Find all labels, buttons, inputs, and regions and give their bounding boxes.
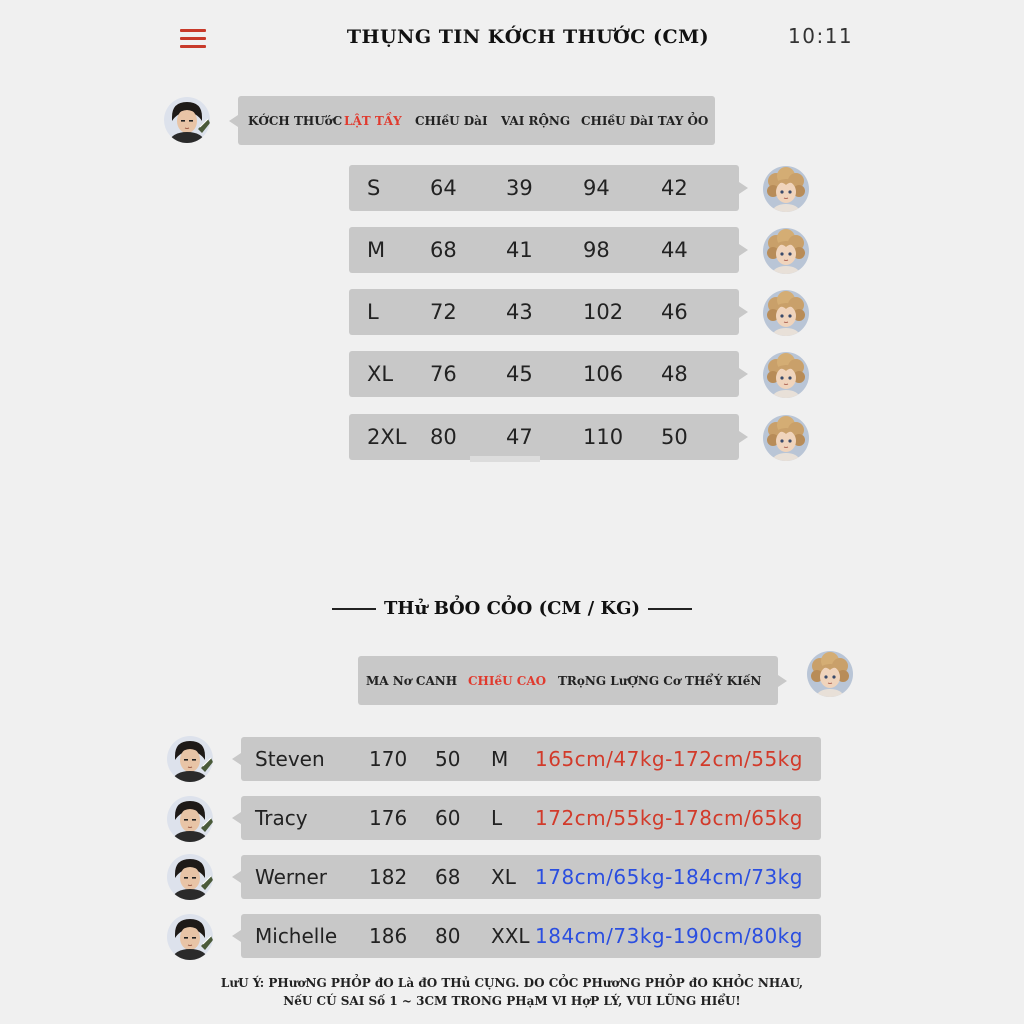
divider-smudge (470, 456, 540, 462)
status-time: 10:11 (788, 24, 854, 48)
size-label: S (367, 176, 381, 200)
height-value: 176 (369, 806, 408, 830)
sleeve-value: 44 (661, 238, 688, 262)
size-value: XL (491, 865, 516, 889)
avatar-blond (763, 166, 809, 212)
weight-value: 50 (435, 747, 461, 771)
shoulder-value: 110 (583, 425, 624, 449)
recommended-range: 172cm/55kg-178cm/65kg (535, 806, 803, 830)
size-label: L (367, 300, 379, 324)
col-opinion-header: Ý KIếN (714, 673, 762, 688)
hamburger-menu-icon[interactable] (180, 29, 206, 49)
avatar-blond (763, 352, 809, 398)
size-label: XL (367, 362, 394, 386)
avatar-blond (763, 228, 809, 274)
col-length-header: CHIềU DàI (415, 113, 488, 128)
shoulder-value: 98 (583, 238, 610, 262)
sleeve-value: 48 (661, 362, 688, 386)
laydown-value: 76 (430, 362, 457, 386)
avatar-dark-hair (167, 914, 213, 960)
col-shoulder-header: VAI RỘNG (501, 113, 571, 128)
height-value: 182 (369, 865, 408, 889)
size-row (349, 289, 739, 335)
model-name: Tracy (255, 806, 308, 830)
length-value: 41 (506, 238, 533, 262)
fit-section-title-text: THử BỎO CỎO (CM / KG) (384, 598, 640, 619)
laydown-value: 72 (430, 300, 457, 324)
length-value: 39 (506, 176, 533, 200)
shoulder-value: 94 (583, 176, 610, 200)
weight-value: 60 (435, 806, 461, 830)
col-weight-header: TRọNG LưỢNG Cơ THể (558, 673, 713, 688)
col-size-header: KỚCH THƯớC (248, 113, 343, 128)
length-value: 43 (506, 300, 533, 324)
shoulder-value: 102 (583, 300, 624, 324)
model-name: Michelle (255, 924, 338, 948)
title-rule-left (332, 608, 376, 610)
size-value: XXL (491, 924, 530, 948)
length-value: 47 (506, 425, 533, 449)
fit-row (241, 796, 821, 840)
size-row (349, 165, 739, 211)
sleeve-value: 50 (661, 425, 688, 449)
size-row (349, 414, 739, 460)
fit-header-bubble (358, 656, 778, 705)
laydown-value: 80 (430, 425, 457, 449)
size-row (349, 227, 739, 273)
recommended-range: 165cm/47kg-172cm/55kg (535, 747, 803, 771)
col-sleeve-header: CHIềU DàI TAY ỎO (581, 113, 709, 128)
measurement-note (0, 974, 1024, 1010)
model-name: Steven (255, 747, 325, 771)
avatar-blond (763, 415, 809, 461)
length-value: 45 (506, 362, 533, 386)
size-header-bubble (238, 96, 715, 145)
avatar-dark-hair (164, 97, 210, 143)
size-label: 2XL (367, 425, 407, 449)
col-model-header: MA Nơ CANH (366, 673, 458, 688)
sleeve-value: 42 (661, 176, 688, 200)
laydown-value: 64 (430, 176, 457, 200)
fit-row (241, 855, 821, 899)
fit-row (241, 737, 821, 781)
avatar-dark-hair (167, 854, 213, 900)
size-row (349, 351, 739, 397)
height-value: 186 (369, 924, 408, 948)
col-laydown-header: LẬT TẦY (344, 113, 402, 128)
note-line-2: NếU CÚ SAI Số 1 ~ 3CM TRONG PHạM VI HợP LÝ, VUI LŨNG HIểU! (283, 994, 741, 1008)
fit-section-title (0, 598, 1024, 619)
size-label: M (367, 238, 386, 262)
avatar-blond (763, 290, 809, 336)
avatar-blond (807, 651, 853, 697)
title-rule-right (648, 608, 692, 610)
recommended-range: 178cm/65kg-184cm/73kg (535, 865, 803, 889)
note-line-1: LưU Ý: PHươNG PHỎP đO Là đO THủ CỤNG. DO CỎC PHươNG PHỎP đO KHỎC NHAU, (220, 976, 804, 990)
recommended-range: 184cm/73kg-190cm/80kg (535, 924, 803, 948)
height-value: 170 (369, 747, 408, 771)
weight-value: 68 (435, 865, 461, 889)
model-name: Werner (255, 865, 327, 889)
col-height-header: CHIềU CAO (468, 673, 547, 688)
shoulder-value: 106 (583, 362, 624, 386)
sleeve-value: 46 (661, 300, 688, 324)
size-value: M (491, 747, 509, 771)
weight-value: 80 (435, 924, 461, 948)
avatar-dark-hair (167, 736, 213, 782)
size-value: L (491, 806, 503, 830)
avatar-dark-hair (167, 796, 213, 842)
fit-row (241, 914, 821, 958)
page-title: THỤNG TIN KỚCH THƯỚC (CM) (346, 26, 710, 48)
laydown-value: 68 (430, 238, 457, 262)
